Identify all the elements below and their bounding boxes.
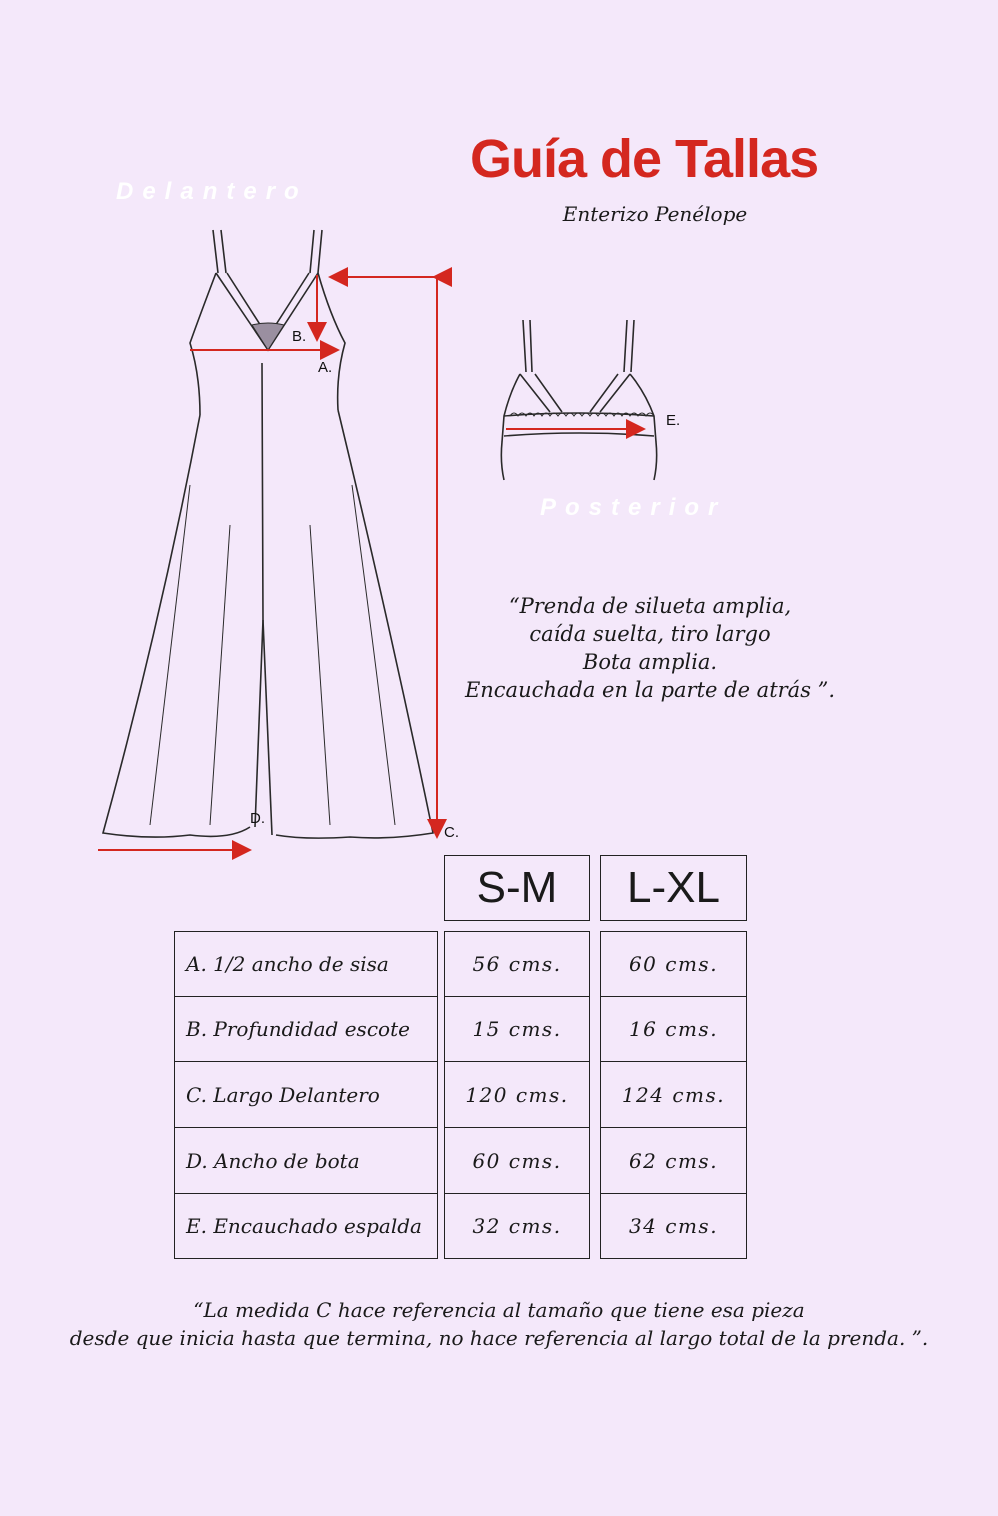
description-line: “Prenda de silueta amplia,	[508, 594, 792, 618]
marker-d: D.	[250, 810, 265, 827]
back-garment-sketch	[490, 312, 700, 492]
value-sm: 120 cms.	[444, 1061, 590, 1128]
footnote-line: desde que inicia hasta que termina, no hace referencia al largo total de la prenda. ”.	[69, 1326, 929, 1350]
marker-e: E.	[666, 412, 681, 429]
footnote	[20, 1296, 978, 1352]
front-garment-sketch	[90, 225, 480, 865]
row-label: E. Encauchado espalda	[174, 1193, 438, 1259]
description-line: caída suelta, tiro largo	[529, 622, 771, 646]
front-view-label: Delantero	[116, 178, 308, 205]
value-sm: 60 cms.	[444, 1127, 590, 1194]
value-sm: 32 cms.	[444, 1193, 590, 1259]
value-sm: 15 cms.	[444, 996, 590, 1062]
value-lxl: 124 cms.	[600, 1061, 747, 1128]
footnote-line: “La medida C hace referencia al tamaño que tiene esa pieza	[193, 1298, 805, 1322]
value-lxl: 34 cms.	[600, 1193, 747, 1259]
value-lxl: 16 cms.	[600, 996, 747, 1062]
description-line: Bota amplia.	[582, 650, 718, 674]
value-lxl: 60 cms.	[600, 931, 747, 997]
row-label: D. Ancho de bota	[174, 1127, 438, 1194]
value-lxl: 62 cms.	[600, 1127, 747, 1194]
back-view-label: Posterior	[540, 494, 727, 521]
description-line: Encauchada en la parte de atrás ”.	[464, 678, 836, 702]
marker-c: C.	[444, 824, 459, 841]
size-header-lxl: L-XL	[600, 855, 747, 921]
page-title: Guía de Tallas	[470, 129, 819, 189]
size-header-sm: S-M	[444, 855, 590, 921]
product-description	[430, 592, 870, 704]
marker-b: B.	[292, 328, 307, 345]
value-sm: 56 cms.	[444, 931, 590, 997]
row-label: B. Profundidad escote	[174, 996, 438, 1062]
row-label: A. 1/2 ancho de sisa	[174, 931, 438, 997]
marker-a: A.	[318, 359, 333, 376]
product-name: Enterizo Penélope	[562, 202, 748, 226]
row-label: C. Largo Delantero	[174, 1061, 438, 1128]
